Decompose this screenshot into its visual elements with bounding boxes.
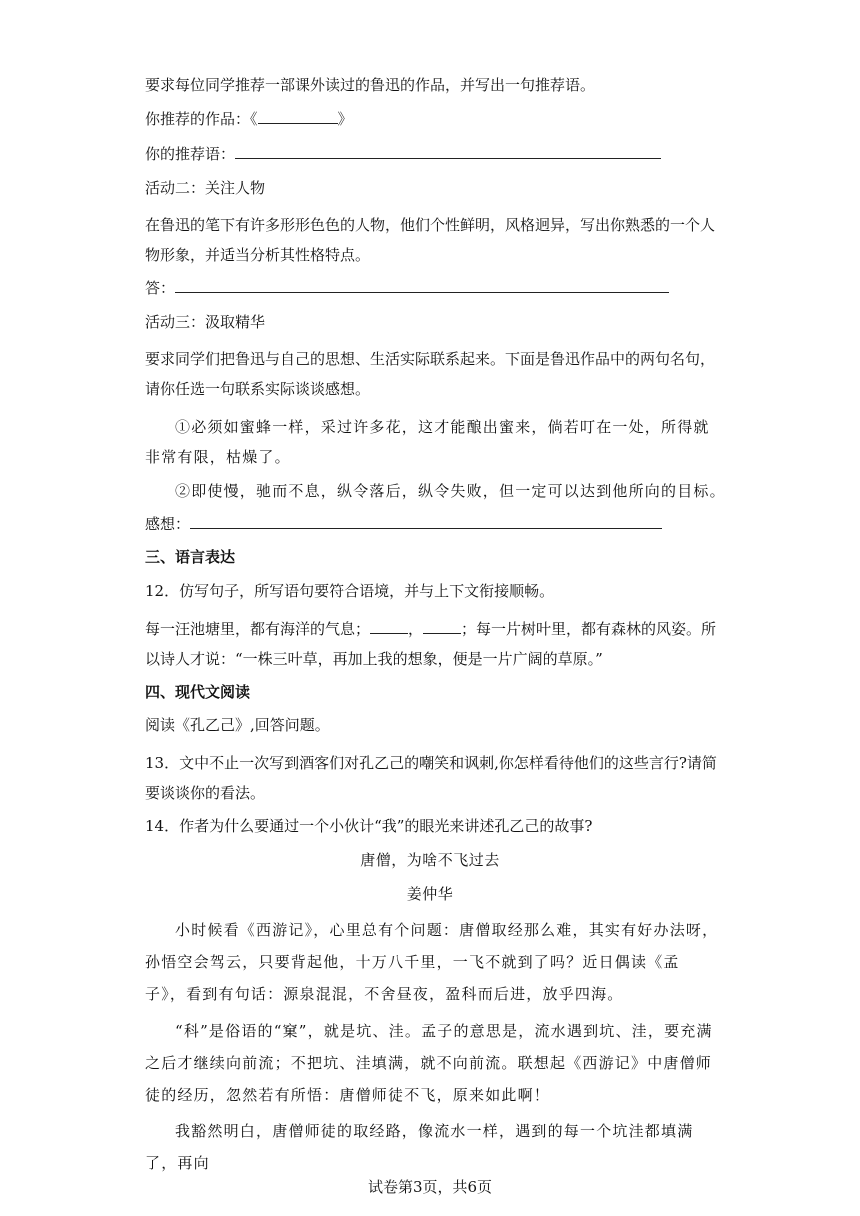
activity1-intro: 要求每位同学推荐一部课外读过的鲁迅的作品，并写出一句推荐语。	[145, 76, 596, 94]
feel-label: 感想：	[145, 515, 191, 533]
question-13: 13．文中不止一次写到酒客们对孔乙己的嘲笑和讽刺,你怎样看待他们的这些言行?请简要谈谈你的看法。	[145, 754, 717, 802]
activity3-feel-line	[145, 513, 720, 535]
q12-blank-1[interactable]	[370, 618, 408, 634]
section4-heading: 四、现代文阅读	[145, 683, 251, 701]
work-close: 》	[337, 110, 353, 128]
section3-heading: 三、语言表达	[145, 548, 236, 566]
work-label: 你推荐的作品：《	[145, 110, 258, 128]
activity2-answer-line	[145, 277, 720, 299]
q12-text	[145, 614, 720, 674]
q12-text-b: ；每一片树叶里，都有森林的风姿。所以诗人才说：“一株三叶草，再加上我的想象，便是一片广阔的草原。”	[145, 620, 717, 668]
activity3-text: 要求同学们把鲁迅与自己的思想、生活实际联系起来。下面是鲁迅作品中的两句名句，请你任选一句联系实际谈谈感想。	[145, 350, 716, 398]
article-title: 唐僧，为啥不飞过去	[360, 851, 500, 869]
quote-2: ②即使慢，驰而不息，纵令落后，纵令失败，但一定可以达到他所向的目标。	[175, 482, 726, 500]
slogan-blank[interactable]	[235, 143, 661, 159]
article-paragraph-1: 小时候看《西游记》，心里总有个问题：唐僧取经那么难，其实有好办法呀，孙悟空会驾云，只要背起他，十万八千里，一飞不就到了吗？近日偶读《孟子》，看到有句话：源泉混混，不舍昼夜，盈科而后进，放乎四海。	[145, 921, 719, 1003]
slogan-label: 你的推荐语：	[145, 145, 236, 163]
q12-text-a: 每一汪池塘里，都有海洋的气息；	[145, 620, 371, 638]
answer-label: 答：	[145, 279, 176, 297]
reading-instruction: 阅读《孔乙己》,回答问题。	[145, 716, 330, 734]
article-author: 姜仲华	[406, 885, 454, 903]
work-blank[interactable]	[258, 108, 338, 124]
quote-1: ①必须如蜜蜂一样，采过许多花，这才能酿出蜜来，倘若叮在一处，所得就非常有限，枯燥了。	[145, 418, 710, 466]
feel-blank[interactable]	[190, 513, 662, 529]
answer-blank[interactable]	[175, 277, 669, 293]
question-12: 12．仿写句子，所写语句要符合语境，并与上下文衔接顺畅。	[145, 582, 555, 600]
recommend-slogan-line	[145, 143, 720, 165]
page-footer: 试卷第3页，共6页	[367, 1178, 493, 1196]
q12-sep: ，	[408, 620, 424, 638]
article-paragraph-3: 我豁然明白，唐僧师徒的取经路，像流水一样，遇到的每一个坑洼都填满了，再向	[145, 1122, 694, 1172]
q12-blank-2[interactable]	[423, 618, 461, 634]
recommended-work-line	[145, 108, 720, 130]
activity3-title: 活动三：汲取精华	[145, 313, 266, 331]
article-paragraph-2: “科”是俗语的“窠”，就是坑、洼。孟子的意思是，流水遇到坑、洼，要充满之后才继续向前流；不把坑、洼填满，就不向前流。联想起《西游记》中唐僧师徒的经历，忽然若有所悟：唐僧师徒不飞，原来如此啊！	[145, 1022, 713, 1104]
question-14: 14．作者为什么要通过一个小伙计“我”的眼光来讲述孔乙己的故事?	[145, 817, 593, 835]
activity2-text: 在鲁迅的笔下有许多形形色色的人物，他们个性鲜明，风格迥异，写出你熟悉的一个人物形象，并适当分析其性格特点。	[145, 216, 716, 264]
activity2-title: 活动二：关注人物	[145, 179, 266, 197]
